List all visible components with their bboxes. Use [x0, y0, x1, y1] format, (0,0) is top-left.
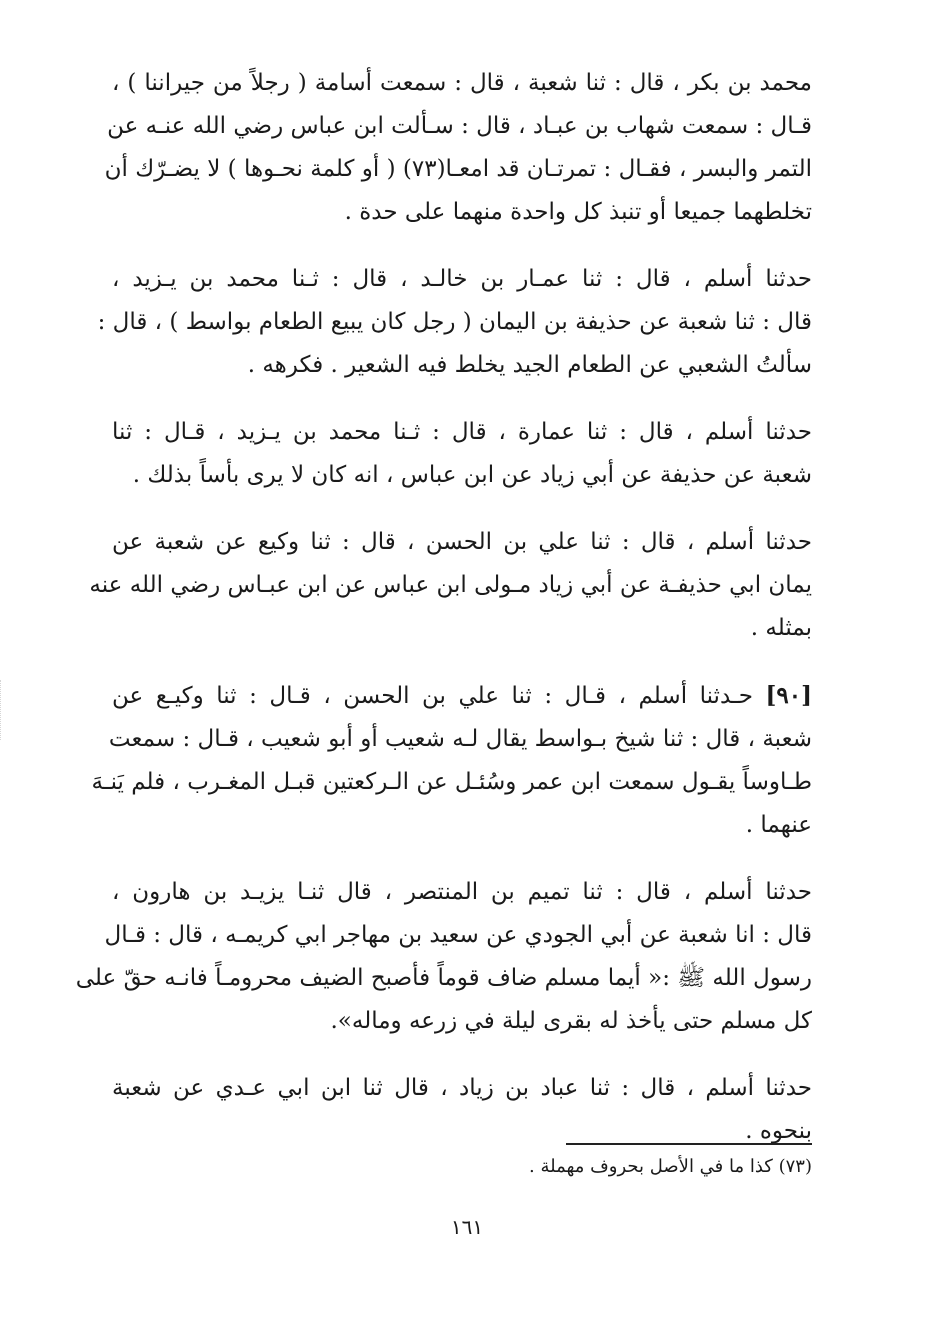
paragraph — [112, 1067, 812, 1153]
text-line: قال : انا شعبة عن أبي الجودي عن سعيد بن مهاجر ابي كريمـه ، قال : قـال — [104, 922, 812, 948]
scan-margin-artifact — [0, 680, 41, 740]
text-line: حدثنا أسلم ، قال : ثنا علي بن الحسن ، قال : ثنا وكيع عن شعبة عن — [112, 529, 812, 555]
page-body — [75, 62, 812, 1177]
footnote: (٧٣) كذا ما في الأصل بحروف مهملة . — [529, 1156, 812, 1177]
text-line-body: حـدثنا أسلم ، قـال : ثنا علي بن الحسن ، قـال : ثنا وكيـع عن — [112, 683, 753, 709]
page-number: ١٦١ — [450, 1215, 484, 1239]
text-line: قـال : سمعت شهاب بن عبـاد ، قال : سـألت ابن عباس رضي الله عنـه عن — [107, 113, 812, 139]
hadith-paragraph-90 — [91, 674, 812, 847]
text-line: شعبة عن حذيفة عن أبي زياد عن ابن عباس ، انه كان لا يرى بأساً بذلك . — [132, 462, 812, 488]
text-line: عنهما . — [745, 812, 812, 838]
paragraph — [112, 411, 812, 497]
text-line: محمد بن بكر ، قال : ثنا شعبة ، قال : سمعت أسامة ( رجلاً من جيراننا ) ، — [112, 70, 812, 96]
text-line: بنحوه . — [745, 1118, 812, 1144]
text-line: كل مسلم حتى يأخذ له بقرى ليلة في زرعه وماله». — [330, 1008, 812, 1034]
text-line: طـاوساً يقـول سمعت ابن عمر وسُئـل عن الـركعتين قبـل المغـرب ، فلم يَنـهَ — [91, 769, 812, 795]
text-line: شعبة ، قال : ثنا شيخ بـواسط يقال لـه شعيب أو أبو شعيب ، قـال : سمعت — [108, 726, 812, 752]
footnote-separator — [566, 1143, 812, 1145]
text-line: التمر والبسر ، فقـال : تمرتـان قد امعـا(٧٣) ( أو كلمة نحـوها ) لا يضـرّك أن — [104, 156, 812, 182]
text-line — [112, 674, 812, 718]
text-line: حدثنا أسلم ، قال : ثنا عباد بن زياد ، قال ثنا ابن ابي عـدي عن شعبة — [112, 1075, 812, 1101]
text-line: حدثنا أسلم ، قال : ثنا عمـار بن خالـد ، قال : ثـنا محمد بن يـزيد ، — [112, 266, 812, 292]
paragraph — [104, 62, 812, 234]
text-line: يمان ابي حذيفـة عن أبي زياد مـولى ابن عباس عن ابن عبـاس رضي الله عنه — [89, 572, 812, 598]
text-line: بمثله . — [750, 615, 812, 641]
text-line: قال : ثنا شعبة عن حذيفة بن اليمان ( رجل كان يبيع الطعام بواسط ) ، قال : — [97, 309, 812, 335]
text-line: سألتُ الشعبي عن الطعام الجيد يخلط فيه الشعير . فكرهه . — [247, 352, 812, 378]
paragraph — [75, 871, 812, 1043]
text-line: حدثنا أسلم ، قال : ثنا تميم بن المنتصر ، قال ثنـا يزيـد بن هارون ، — [112, 879, 812, 905]
paragraph — [89, 521, 812, 650]
text-line: رسول الله ﷺ :« أيما مسلم ضاف قوماً فأصبح الضيف محرومـاً فانـه حقّ على — [75, 965, 812, 991]
hadith-number: [٩٠] — [765, 682, 812, 709]
text-line: تخلطهما جميعا أو تنبذ كل واحدة منهما على حدة . — [344, 199, 812, 225]
paragraph — [97, 258, 812, 387]
text-line: حدثنا أسلم ، قال : ثنا عمارة ، قال : ثـنا محمد بن يـزيد ، قـال : ثنا — [112, 419, 812, 445]
